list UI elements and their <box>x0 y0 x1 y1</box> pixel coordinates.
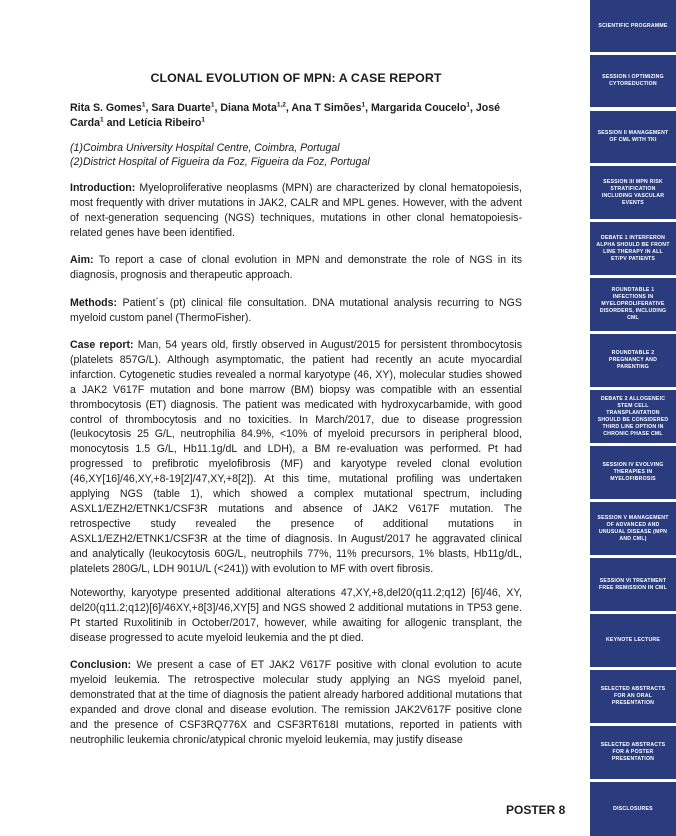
author: José Carda$^1$ <box>70 102 501 129</box>
noteworthy-paragraph <box>70 586 522 646</box>
section-text: Noteworthy, karyotype presented additional alterations 47,XY,+8,del20(q11.2;q12) [6]/46, XY, del20(q11.2;q12)[6]/46XY,+8[3]/46,XY[5] and NGS showed 2 additional mutations in TP53 gene. Pt started Ruxolitinib in October/2017, however, while awaiting for allogenic transplant, the disease progressed to acute myeloid leukemia and the pt died. <box>70 587 522 644</box>
author: Rita S. Gomes$^1$ <box>70 101 146 114</box>
section-text: To report a case of clonal evolution in MPN and demonstrate the role of NGS in its diagnosis, prognosis and therapeutic approach. <box>70 254 522 281</box>
section-label: Case report: <box>70 339 134 351</box>
affiliations <box>70 141 522 169</box>
section-text: We present a case of ET JAK2 V617F positive with clonal evolution to acute myeloid leukemia. The retrospective molecular study applying an NGS myeloid panel, demonstrated that at the time of diagnosis the patient already harbored additional mutations that expanded and drove clonal and disease evolution. The remission JAK2V617F positive clone and the presence of CSF3RQ776X and CSF3RT618I mutations, reported in patients with neutrophilic leukemia chronic/atypical chronic myeloid leukemia, may justify disease <box>70 659 522 746</box>
section-text: Patient´s (pt) clinical file consultation. DNA mutational analysis recurring to NGS myeloid custom panel (ThermoFisher). <box>70 297 522 324</box>
section-text: Myeloproliferative neoplasms (MPN) are characterized by clonal hematopoiesis, most frequently with driver mutations in JAK2, CALR and MPL genes. However, with the advent of next-generation sequencing (NGS) techniques, mutations in other clonal hematopoiesis-related genes have been identified. <box>70 182 522 239</box>
nav-session-6[interactable]: SESSION VI TREATMENT FREE REMISSION IN CML <box>590 558 676 611</box>
author: Ana T Simões$^1$ <box>291 101 366 114</box>
section-label: Conclusion: <box>70 659 132 671</box>
methods-paragraph <box>70 296 522 326</box>
author: Sara Duarte$^1$ <box>151 101 215 114</box>
author-list: Rita S. Gomes$^1$, Sara Duarte$^1$, Diana Mota$^{1,2}$, Ana T Simões$^1$, Margarida Coucelo$^1$, José Carda$^1$ and Letícia Ribeiro$^1$ <box>70 101 501 129</box>
nav-session-1[interactable]: SESSION I OPTIMIZING CYTOREDUCTION <box>590 55 676 107</box>
nav-scientific-programme[interactable]: SCIENTIFIC PROGRAMME <box>590 0 676 52</box>
nav-session-3[interactable]: SESSION III MPN RISK STRATIFICATION INCLUDING VASCULAR EVENTS <box>590 166 676 219</box>
affiliation: (2)District Hospital of Figueira da Foz, Figueira da Foz, Portugal <box>70 156 370 168</box>
nav-session-2[interactable]: SESSION II MANAGEMENT OF CML WITH TKI <box>590 111 676 163</box>
poster-number: POSTER 8 <box>506 803 566 817</box>
conclusion-paragraph <box>70 658 522 747</box>
section-label: Aim: <box>70 254 94 266</box>
nav-roundtable-2[interactable]: ROUNDTABLE 2 PREGNANCY AND PARENTING <box>590 334 676 387</box>
nav-debate-1[interactable]: DEBATE 1 INTERFERON ALPHA SHOULD BE FRONT LINE THERAPY IN ALL ET/PV PATIENTS <box>590 222 676 275</box>
page-title: CLONAL EVOLUTION OF MPN: A CASE REPORT <box>150 71 442 85</box>
nav-oral-abstracts[interactable]: SELECTED ABSTRACTS FOR AN ORAL PRESENTATION <box>590 670 676 723</box>
nav-debate-2[interactable]: DEBATE 2 ALLOGENEIC STEM CELL TRANSPLANTATION SHOULD BE CONSIDERED THIRD LINE OPTION IN CHRONIC PHASE CML <box>590 390 676 443</box>
author: Letícia Ribeiro$^1$ <box>128 116 206 129</box>
author: Margarida Coucelo$^1$ <box>370 101 470 114</box>
affiliation: (1)Coimbra University Hospital Centre, Coimbra, Portugal <box>70 142 340 154</box>
author: Diana Mota$^{1,2}$ <box>220 101 286 114</box>
nav-session-5[interactable]: SESSION V MANAGEMENT OF ADVANCED AND UNUSUAL DISEASE (MPN AND CML) <box>590 502 676 555</box>
aim-paragraph <box>70 253 522 283</box>
case-report-paragraph <box>70 338 522 577</box>
nav-disclosures[interactable]: DISCLOSURES <box>590 782 676 836</box>
nav-keynote-lecture[interactable]: KEYNOTE LECTURE <box>590 614 676 667</box>
section-label: Methods: <box>70 297 118 309</box>
section-text: Man, 54 years old, firstly observed in August/2015 for persistent thrombocytosis (platelets 857G/L). Although asymptomatic, the patient had recently an acute myocardial infarction. Cytogenetic studies revealed a normal karyotype (46, XY), molecular studies showed a JAK2 V617F mutation and bone marrow (BM) biopsy was compatible with an essential thrombocytosis (ET) diagnosis. The patient was medicated with hydroxycarbamide, with good control of thrombocytosis and no toxicities. In March/2017, due to disease progression (leukocytosis 25 G/L, neutrophilia 84.9%, <10% of myeloid precursors in peripheral blood, monocytosis 1.5 G/L, Hb11.1g/dL and LDH), a BM re-evaluation was performed. Pt had progressed to prefibrotic myelofibrosis (MF) and karyotype reveled clonal evolution (46,XY[16]/46,XY,+8-19[2]/47,XY,+8[2]). At this time, mutational profiling was undertaken applying NGS (table 1), which showed a complex mutational spectrum, including ASXL1/EZH2/ETNK1/CSF3R mutations and absence of JAK2 V617F mutation. The retrospective study revealed the presence of additional mutations in ASXL1/EZH2/ETNK1/CSF3R at the time of diagnosis. In August/2017 he aggravated clinical and analytically (leukocytosis 60G/L, neutrophils 77%, 11% precursors, 1% blasts, Hb11g/dL, platelets 280G/L, LDH 901U/L (<241)) with evolution to MF with overt fibrosis. <box>70 339 523 575</box>
nav-session-4[interactable]: SESSION IV EVOLVING THERAPIES IN MYELOFIBROSIS <box>590 446 676 499</box>
introduction-paragraph <box>70 181 522 241</box>
nav-roundtable-1[interactable]: ROUNDTABLE 1 INFECTIONS IN MYELOPROLIFERATIVE DISORDERS, INCLUDING CML <box>590 278 676 331</box>
abstract-page <box>70 0 522 836</box>
nav-poster-abstracts[interactable]: SELECTED ABSTRACTS FOR A POSTER PRESENTATION <box>590 726 676 779</box>
section-label: Introduction: <box>70 182 136 194</box>
sidebar-nav <box>590 0 676 836</box>
